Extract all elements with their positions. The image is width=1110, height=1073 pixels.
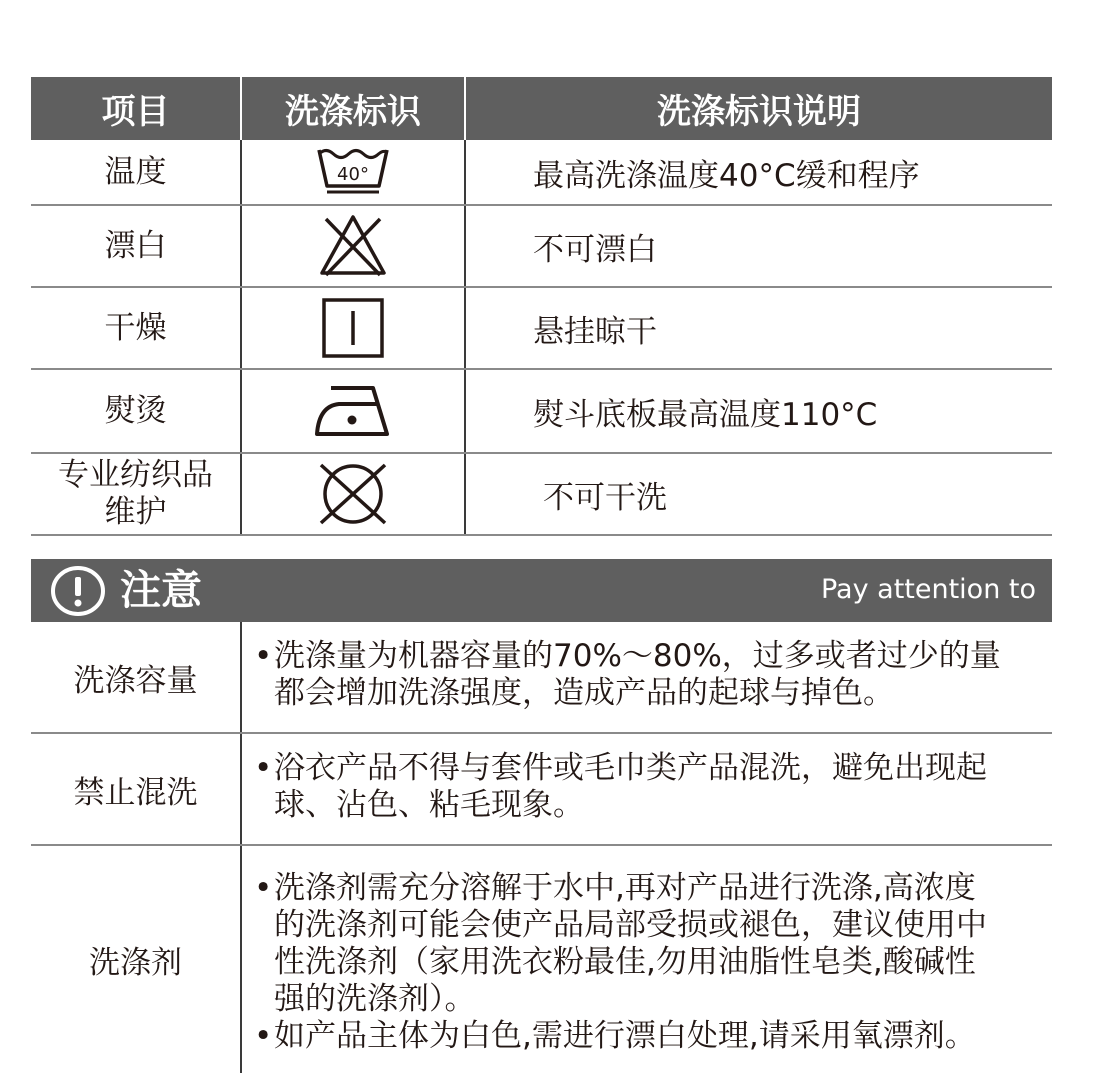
care-row-bleach — [31, 206, 1052, 288]
bullet-dot-icon: • — [254, 870, 273, 906]
row-item-line-1: 专业纺织品 — [58, 457, 213, 493]
bullet-line: 如产品主体为白色,需进行漂白处理,请采用氧漂剂。 — [274, 1018, 976, 1054]
bullet-dot-icon: • — [254, 1018, 273, 1054]
row-item-label: 干燥 — [31, 288, 242, 368]
care-row-drying — [31, 288, 1052, 370]
header-item: 项目 — [31, 77, 242, 140]
bullet-line: 洗涤量为机器容量的70%～80%，过多或者过少的量 — [274, 638, 1001, 674]
do-not-dry-clean-icon — [242, 454, 466, 534]
bullet-line: 性洗涤剂（家用洗衣粉最佳,勿用油脂性皂类,酸碱性 — [274, 944, 976, 980]
notice-row-label: 洗涤容量 — [31, 622, 242, 732]
notice-title: 注意 — [120, 566, 202, 614]
bullet-dot-icon: • — [254, 750, 273, 786]
bullet-dot-icon: • — [254, 638, 273, 674]
bullet-item — [254, 870, 1052, 1018]
notice-row-body — [242, 734, 1052, 844]
notice-header-bar — [31, 559, 1052, 622]
care-row-temperature — [31, 140, 1052, 206]
header-symbol: 洗涤标识 — [242, 77, 466, 140]
notice-row-no-mixing — [31, 734, 1052, 846]
bullet-item — [254, 638, 1052, 712]
wash-tub-40-gentle-icon — [242, 140, 466, 204]
notice-row-label: 洗涤剂 — [31, 846, 242, 1073]
row-item-label: 温度 — [31, 140, 242, 204]
notice-row-body — [242, 846, 1052, 1073]
notice-row-body — [242, 622, 1052, 732]
bullet-line: 强的洗涤剂）。 — [274, 981, 476, 1017]
bullet-line: 洗涤剂需充分溶解于水中,再对产品进行洗涤,高浓度 — [274, 870, 976, 906]
care-label-table — [31, 77, 1052, 536]
line-dry-icon — [242, 288, 466, 368]
bullet-line: 球、沾色、粘毛现象。 — [274, 787, 584, 823]
bullet-line: 的洗涤剂可能会使产品局部受损或褪色，建议使用中 — [274, 907, 987, 943]
notice-subtitle: Pay attention to — [820, 574, 1036, 605]
row-item-label: 熨烫 — [31, 370, 242, 452]
care-table-header — [31, 77, 1052, 140]
iron-low-heat-icon — [242, 370, 466, 452]
row-description: 不可漂白 — [533, 231, 657, 268]
care-row-ironing — [31, 370, 1052, 454]
notice-row-label: 禁止混洗 — [31, 734, 242, 844]
bullet-item — [254, 1018, 1052, 1055]
do-not-bleach-icon — [242, 206, 466, 286]
table-bottom-rule — [31, 534, 1052, 536]
bullet-line: 都会增加洗涤强度，造成产品的起球与掉色。 — [274, 675, 894, 711]
care-row-professional — [31, 454, 1052, 534]
row-item-line-2: 维护 — [104, 494, 167, 530]
row-description: 最高洗涤温度40°C缓和程序 — [533, 157, 920, 194]
row-description: 熨斗底板最高温度110°C — [533, 396, 878, 433]
notice-table — [31, 622, 1052, 1073]
row-description: 不可干洗 — [543, 479, 667, 516]
bullet-item — [254, 750, 1052, 824]
wash-temp-text: 40° — [337, 164, 369, 185]
row-item-label: 漂白 — [31, 206, 242, 286]
notice-row-capacity — [31, 622, 1052, 734]
row-description: 悬挂晾干 — [533, 313, 657, 350]
notice-row-detergent — [31, 846, 1052, 1073]
header-description: 洗涤标识说明 — [657, 92, 861, 132]
exclamation-circle-icon — [50, 566, 106, 620]
bullet-line: 浴衣产品不得与套件或毛巾类产品混洗，避免出现起 — [274, 750, 987, 786]
row-item-label — [31, 454, 242, 534]
